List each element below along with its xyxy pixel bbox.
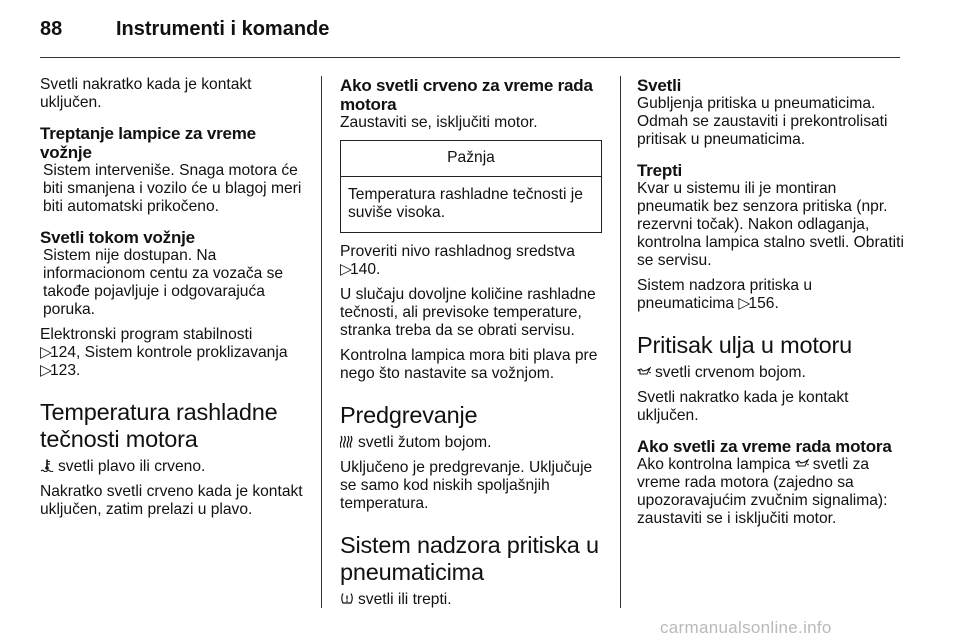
heading-coolant-temperature: Temperatura rashladne tečnosti motora [40, 399, 278, 452]
red-paragraph: Zaustaviti se, isključiti motor. [340, 114, 538, 131]
caution-text: Temperatura rashladne tečnosti je suviše visoka. [348, 186, 583, 221]
preheat-paragraph: Uključeno je predgrevanje. Uključuje se samo kod niskih spoljašnjih temperatura. [340, 459, 593, 512]
page-ref-icon: ▷ [340, 261, 352, 278]
oil-can-icon [795, 457, 809, 470]
intro-paragraph: Svetli nakratko kada je kontakt uključen. [40, 76, 252, 111]
heading-preheating: Predgrevanje [340, 402, 478, 428]
column-3 [637, 76, 905, 535]
heading-tyre-pressure-monitoring: Sistem nadzora pritiska u pneumaticima [340, 532, 599, 585]
service-paragraph: U slučaju dovoljne količine rashladne tečnosti, ali previsoke temperature, stranka treba da se obrati servisu. [340, 286, 596, 339]
watermark: carmanualsonline.info [660, 618, 832, 637]
tpms-reference-paragraph: Sistem nadzora pritiska u pneumaticima ▷156. [637, 277, 813, 312]
column-divider-1 [321, 76, 322, 608]
coolant-icon-paragraph: svetli plavo ili crveno. [40, 458, 306, 476]
flashing-paragraph: Sistem interveniše. Snaga motora će biti smanjena i vozilo će u blagoj meri biti automatski prikočeno. [43, 162, 302, 215]
heading-red-while-running: Ako svetli crveno za vreme rada motora [340, 76, 593, 114]
tpms-lit-paragraph: Gubljenja pritiska u pneumaticima. Odmah se zaustaviti i prekontrolisati pritisak u pneumaticima. [637, 95, 888, 148]
page-ref-icon: ▷ [40, 362, 52, 379]
coolant-temperature-icon [40, 459, 54, 472]
heading-flashing-while-driving: Treptanje lampice za vreme vožnje [40, 124, 256, 162]
oil-can-icon [637, 365, 651, 378]
page-ref-icon: ▷ [738, 295, 751, 312]
oil-running-paragraph: Ako kontrolna lampica svetli za vreme rada motora (zajedno sa upozoravajućim zvučnim signalima): zaustaviti se i isključiti motor. [637, 456, 888, 527]
tyre-pressure-icon [340, 592, 354, 605]
column-divider-2 [620, 76, 621, 608]
caution-title: Pažnja [341, 141, 601, 177]
tpms-icon-paragraph: svetli ili trepti. [340, 591, 602, 609]
lit-paragraph: Sistem nije dostupan. Na informacionom centu za vozača se takođe pojavljuje i odgovarajuća poruka. [43, 247, 284, 318]
page-header [40, 18, 329, 41]
heading-engine-oil-pressure: Pritisak ulja u motoru [637, 332, 853, 358]
caution-box [340, 140, 602, 233]
page-number: 88 [40, 18, 63, 40]
page-ref-icon: ▷ [40, 344, 52, 361]
tpms-flash-paragraph: Kvar u sistemu ili je montiran pneumatik bez senzora pritiska (npr. rezervni točak). Nakon odlaganja, kontrolna lampica stalno svetli. Obratiti se servisu. [637, 180, 904, 269]
preheat-icon-paragraph: svetli žutom bojom. [340, 434, 602, 452]
oil-icon-paragraph: svetli crvenom bojom. [637, 364, 905, 382]
column-2 [340, 76, 602, 616]
check-coolant-paragraph: Proveriti nivo rashladnog sredstva ▷140. [340, 243, 575, 278]
column-1 [40, 76, 306, 526]
coolant-paragraph: Nakratko svetli crveno kada je kontakt uključen, zatim prelazi u plavo. [40, 483, 303, 518]
oil-paragraph: Svetli nakratko kada je kontakt uključen. [637, 389, 849, 424]
glow-plug-icon [340, 435, 354, 448]
esp-reference-paragraph: Elektronski program stabilnosti ▷124, Sistem kontrole proklizavanja ▷123. [40, 326, 288, 379]
heading-lit-while-running: Ako svetli za vreme rada motora [637, 437, 892, 456]
heading-lit-while-driving: Svetli tokom vožnje [40, 228, 195, 247]
blue-lamp-paragraph: Kontrolna lampica mora biti plava pre nego što nastavite sa vožnjom. [340, 347, 598, 382]
heading-lit: Svetli [637, 76, 682, 95]
heading-flashing: Trepti [637, 161, 683, 180]
section-title: Instrumenti i komande [116, 18, 330, 40]
header-divider [40, 57, 900, 58]
